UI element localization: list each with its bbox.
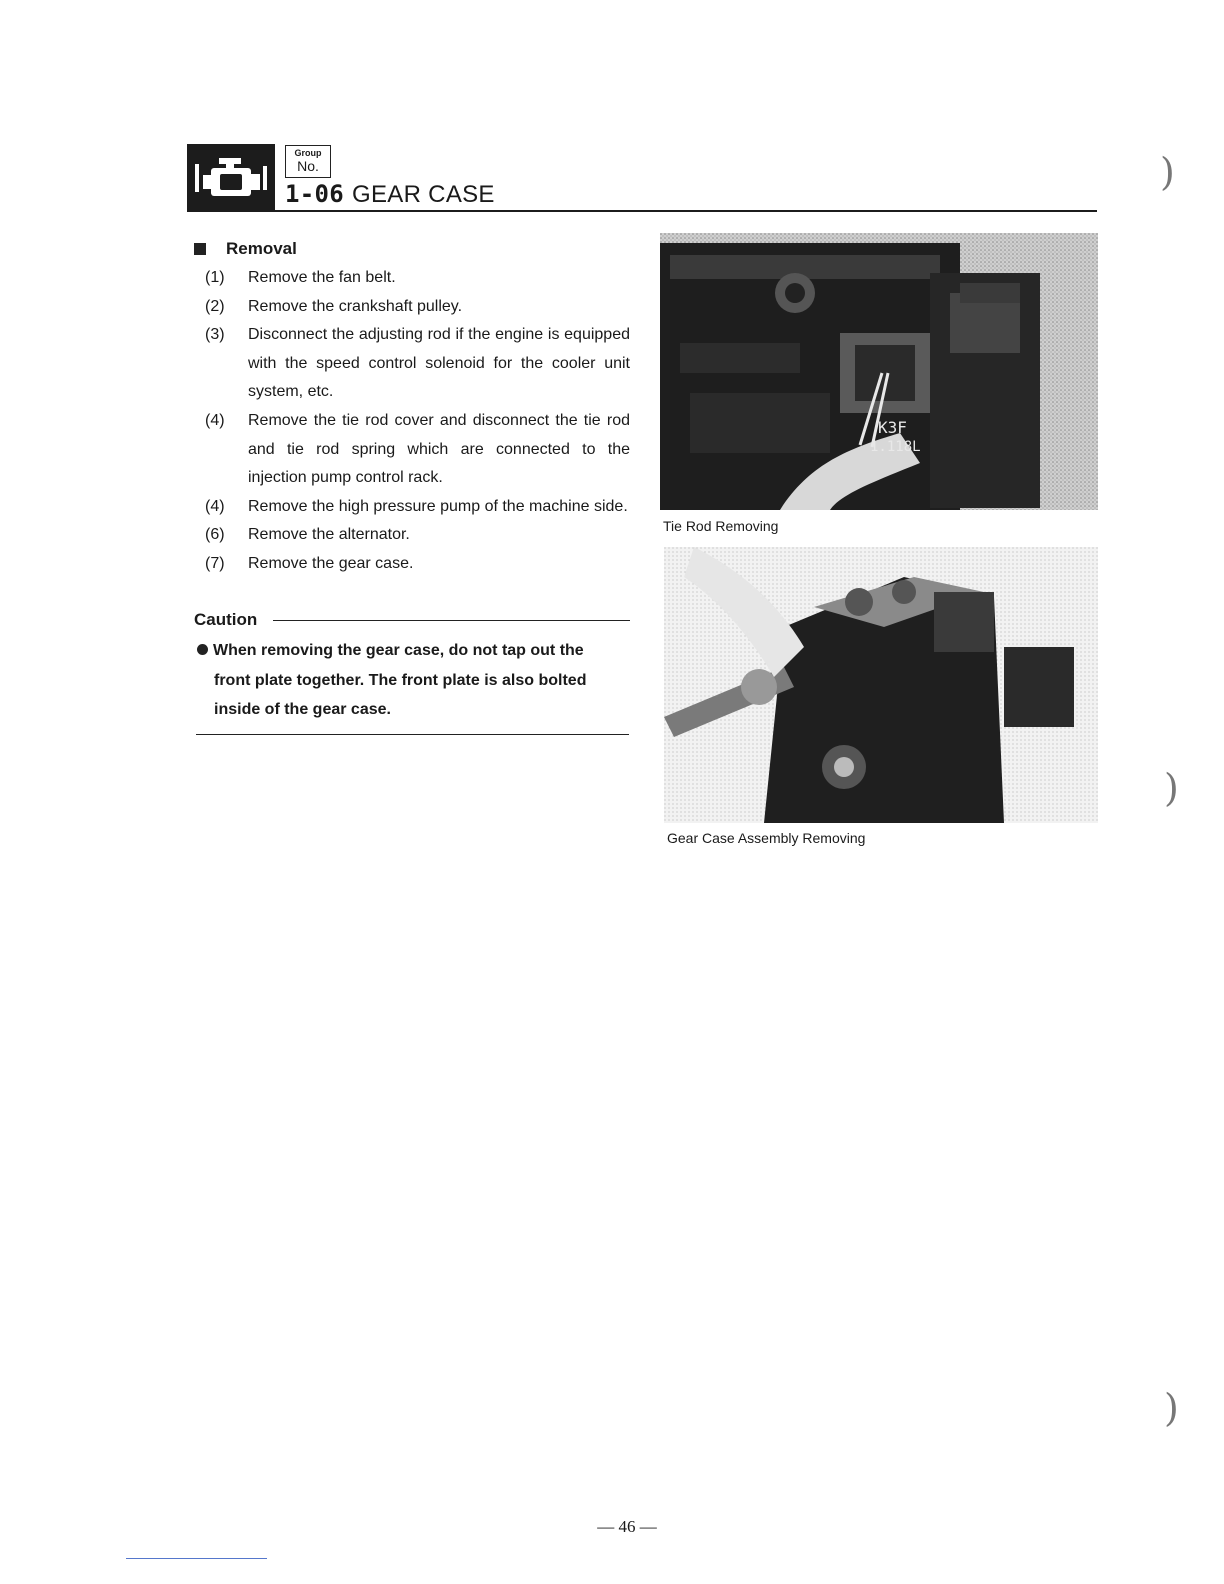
section-title: GEAR CASE <box>352 181 495 208</box>
step-text: Remove the high pressure pump of the machine side. <box>248 497 628 515</box>
engine-group-icon <box>187 144 275 212</box>
step-text: Remove the gear case. <box>248 554 414 572</box>
page-number: — 46 — <box>597 1517 657 1536</box>
engine-icon <box>187 144 275 212</box>
step-number: (6) <box>205 526 225 544</box>
engine-stamp-line-2: 1.118L <box>870 439 921 455</box>
header-divider <box>187 210 1097 212</box>
caution-text <box>197 636 629 725</box>
step-item <box>205 550 630 579</box>
group-number-box <box>285 145 331 178</box>
step-number: (7) <box>205 554 225 572</box>
no-label: No. <box>297 158 319 174</box>
caution-line-3: inside of the gear case. <box>214 701 391 718</box>
step-number: (4) <box>205 411 225 429</box>
step-item <box>205 521 630 550</box>
caution-line-2: front plate together. The front plate is also bolted <box>214 671 587 689</box>
step-number: (4) <box>205 497 225 515</box>
step-text: Remove the tie rod cover and disconnect the tie rod and tie rod spring which are connected to the injection pump control rack. <box>248 411 630 487</box>
group-number: 1-06 <box>285 180 344 208</box>
caution-line-1: When removing the gear case, do not tap out the <box>213 642 584 659</box>
step-text: Remove the fan belt. <box>248 269 396 286</box>
caution-label: Caution <box>194 610 258 629</box>
step-number: (2) <box>205 297 225 315</box>
removal-heading <box>194 239 297 259</box>
step-text: Remove the crankshaft pulley. <box>248 297 463 315</box>
gear-case-photo <box>664 547 1098 823</box>
step-text: Remove the alternator. <box>248 526 410 544</box>
page-title <box>285 180 495 209</box>
step-item <box>205 493 630 522</box>
step-item <box>205 264 630 293</box>
step-item <box>205 321 630 407</box>
binder-hole-mark: ) <box>1164 1386 1179 1430</box>
step-item <box>205 293 630 322</box>
tie-rod-caption: Tie Rod Removing <box>663 518 779 534</box>
gear-case-caption: Gear Case Assembly Removing <box>667 830 866 846</box>
caution-heading <box>194 610 630 630</box>
step-number: (1) <box>205 269 225 286</box>
tie-rod-photo <box>660 233 1098 510</box>
group-label: Group <box>294 148 322 158</box>
footer-line <box>126 1558 267 1559</box>
step-number: (3) <box>205 326 225 344</box>
square-bullet-icon <box>194 243 206 255</box>
removal-heading-text: Removal <box>226 239 297 258</box>
binder-hole-mark: ) <box>1164 766 1179 810</box>
binder-hole-mark: ) <box>1160 150 1175 194</box>
caution-rule <box>273 620 630 621</box>
round-bullet-icon <box>197 644 208 655</box>
caution-end-rule <box>196 734 629 735</box>
step-item <box>205 407 630 493</box>
engine-stamp-line-1: K3F <box>878 418 907 437</box>
step-text: Disconnect the adjusting rod if the engine is equipped with the speed control solenoid for the cooler unit system, etc. <box>248 326 630 401</box>
removal-steps <box>205 264 630 579</box>
